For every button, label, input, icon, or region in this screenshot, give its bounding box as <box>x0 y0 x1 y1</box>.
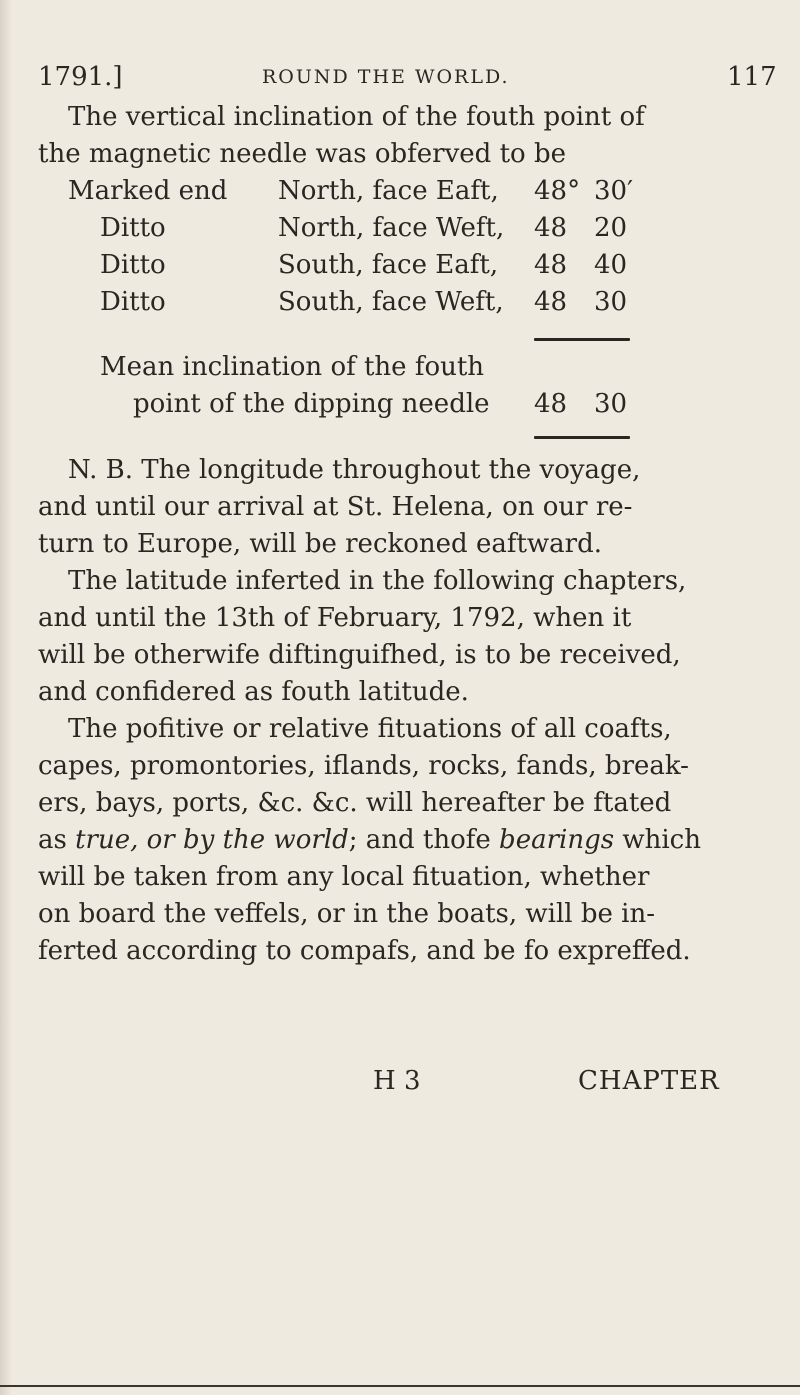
row-minutes: 30′ <box>594 176 633 206</box>
positive-line: capes, promontories, iflands, rocks, fands, break- <box>38 751 689 781</box>
mean-minutes: 30 <box>594 389 628 419</box>
mean-line-1: Mean inclination of the fouth <box>100 352 485 382</box>
positive-line <box>38 825 701 855</box>
page-bottom-edge <box>0 1385 800 1387</box>
row-direction: South, face Weft, <box>278 287 504 317</box>
row-minutes: 20 <box>594 213 628 243</box>
row-label: Ditto <box>100 250 166 280</box>
latitude-line: will be otherwife diftinguifhed, is to be received, <box>38 640 681 670</box>
row-direction: South, face Eaft, <box>278 250 499 280</box>
row-label: Marked end <box>68 176 228 206</box>
row-minutes: 40 <box>594 250 628 280</box>
row-direction: North, face Weft, <box>278 213 505 243</box>
row-direction: North, face Eaft, <box>278 176 499 206</box>
mean-line-2: point of the dipping needle <box>133 389 490 419</box>
text-bearings: bearings <box>499 825 615 855</box>
text-true-by-the-world: true, or by the world <box>75 825 349 855</box>
header-year: 1791.] <box>38 62 123 92</box>
nb-line: turn to Europe, will be reckoned eaftward. <box>38 529 603 559</box>
text-as: as <box>38 825 76 855</box>
positive-line: on board the veffels, or in the boats, will be in- <box>38 899 656 929</box>
header-title: ROUND THE WORLD. <box>262 66 510 88</box>
row-degrees: 48 <box>534 250 568 280</box>
latitude-line: and confidered as fouth latitude. <box>38 677 469 707</box>
positive-line: ferted according to compafs, and be fo expreffed. <box>38 936 691 966</box>
mean-degrees: 48 <box>534 389 568 419</box>
positive-line: will be taken from any local fituation, whether <box>38 862 650 892</box>
row-degrees: 48 <box>534 287 568 317</box>
catchword: CHAPTER <box>578 1066 720 1096</box>
text-and-those: ; and thofe <box>348 825 500 855</box>
signature-mark: H 3 <box>373 1066 421 1096</box>
sum-rule-1 <box>534 338 630 341</box>
positive-line: ers, bays, ports, &c. &c. will hereafter be ftated <box>38 788 672 818</box>
nb-line: and until our arrival at St. Helena, on our re- <box>38 492 633 522</box>
nb-line: N. B. The longitude throughout the voyage, <box>68 455 641 485</box>
positive-line: The pofitive or relative fituations of all coafts, <box>68 714 672 744</box>
row-label: Ditto <box>100 287 166 317</box>
row-minutes: 30 <box>594 287 628 317</box>
row-label: Ditto <box>100 213 166 243</box>
row-degrees: 48° <box>534 176 581 206</box>
page-gutter-shadow <box>0 0 12 1395</box>
latitude-line: and until the 13th of February, 1792, when it <box>38 603 632 633</box>
sum-rule-2 <box>534 436 630 439</box>
intro-line-2: the magnetic needle was obferved to be <box>38 139 566 169</box>
row-degrees: 48 <box>534 213 568 243</box>
intro-line-1: The vertical inclination of the fouth point of <box>68 102 645 132</box>
latitude-line: The latitude inferted in the following chapters, <box>68 566 687 596</box>
text-which: which <box>614 825 701 855</box>
page-number: 117 <box>727 62 777 92</box>
